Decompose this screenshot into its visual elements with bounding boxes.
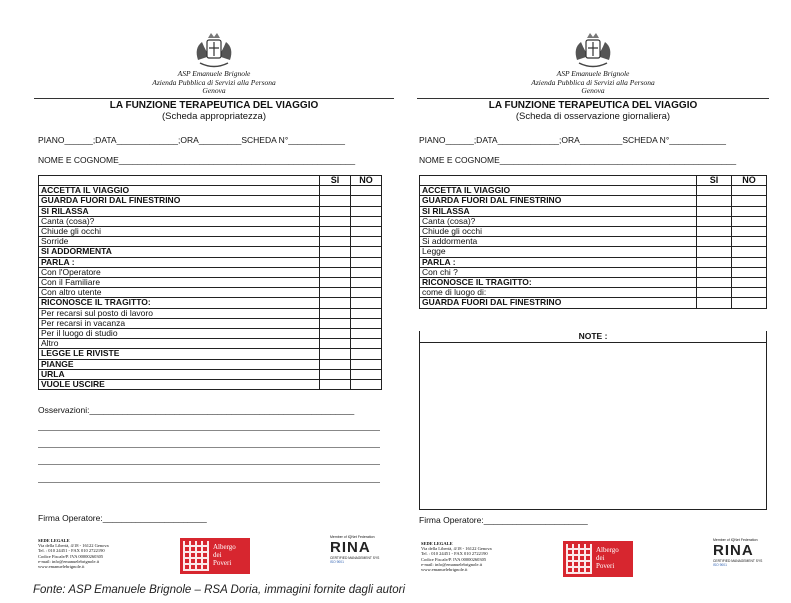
checkbox-no[interactable] [732, 298, 767, 308]
checkbox-no[interactable] [732, 227, 767, 237]
table-row [39, 339, 382, 349]
checkbox-si[interactable] [320, 206, 351, 216]
checkbox-si[interactable] [697, 196, 732, 206]
row-label: Legge [420, 247, 697, 257]
checkbox-no[interactable] [351, 369, 382, 379]
table-row [39, 318, 382, 328]
form-subtitle: (Scheda di osservazione giornaliera) [515, 111, 671, 122]
name-line: NOME E COGNOME__________________________________________________ [419, 155, 737, 165]
table-row [420, 216, 767, 226]
certification-logo: Member of IQNet Federation RINA CERTIFIED MANAGEMENT SYS ISO 9001 [330, 535, 380, 564]
row-label: VUOLE USCIRE [39, 380, 320, 390]
form-meta-line: PIANO______;DATA_____________;ORA_________SCHEDA N°____________ [38, 135, 345, 145]
form-title: LA FUNZIONE TERAPEUTICA DEL VIAGGIO [488, 100, 698, 111]
sede-email: e-mail: info@emanuelebrignole.it [38, 558, 100, 564]
observation-line [38, 464, 380, 465]
checkbox-no[interactable] [351, 329, 382, 339]
checkbox-no[interactable] [351, 206, 382, 216]
checkbox-si[interactable] [320, 308, 351, 318]
sede-phone: Tel. : 010 24451 - FAX 010 2722190 [38, 548, 105, 554]
row-label: come di luogo di: [420, 288, 697, 298]
organization-header [417, 70, 769, 96]
row-label: Sorride [39, 237, 320, 247]
observation-line [38, 447, 380, 448]
checkbox-no[interactable] [351, 227, 382, 237]
checkbox-no[interactable] [732, 196, 767, 206]
albergo-dei-poveri-logo: Albergo dei Poveri [563, 541, 633, 577]
form-title: LA FUNZIONE TERAPEUTICA DEL VIAGGIO [109, 100, 319, 111]
row-label: Chiude gli occhi [420, 227, 697, 237]
row-label: GUARDA FUORI DAL FINESTRINO [420, 298, 697, 308]
sede-website: www.emanuelebrignole.it [38, 564, 85, 570]
observation-line [38, 482, 380, 483]
org-description: Azienda Pubblica di Servizi alla Persona [152, 77, 276, 87]
org-city: Genova [581, 86, 605, 95]
certification-logo: Member of IQNet Federation RINA CERTIFIED MANAGEMENT SYS ISO 9001 [713, 538, 763, 567]
checkbox-no[interactable] [732, 216, 767, 226]
row-label: RICONOSCE IL TRAGITTO: [420, 278, 697, 288]
organization-header [34, 70, 394, 96]
row-label: SI RILASSA [39, 206, 320, 216]
checkbox-si[interactable] [320, 288, 351, 298]
table-row [39, 216, 382, 226]
checkbox-si[interactable] [697, 267, 732, 277]
checkbox-si[interactable] [320, 186, 351, 196]
sede-tax-code: Codice Fiscale/P. IVA 00000260305 [421, 556, 487, 562]
row-label: Per recarsi in vacanza [39, 318, 320, 328]
checkbox-no[interactable] [351, 349, 382, 359]
checkbox-no[interactable] [732, 247, 767, 257]
sede-email: e-mail: info@emanuelebrignole.it [421, 561, 483, 567]
checkbox-no[interactable] [351, 278, 382, 288]
checkbox-no[interactable] [351, 216, 382, 226]
header-divider [417, 98, 769, 99]
table-row [39, 196, 382, 206]
name-line: NOME E COGNOME__________________________________________________ [38, 155, 356, 165]
crest-logo [571, 30, 615, 70]
row-label: Con altro utente [39, 288, 320, 298]
table-row [39, 206, 382, 216]
checkbox-si[interactable] [697, 257, 732, 267]
column-no: NO [732, 176, 767, 186]
table-row [39, 349, 382, 359]
checkbox-si[interactable] [320, 369, 351, 379]
checkbox-no[interactable] [732, 288, 767, 298]
row-label: LEGGE LE RIVISTE [39, 349, 320, 359]
row-label: Con l'Operatore [39, 267, 320, 277]
checkbox-si[interactable] [320, 257, 351, 267]
table-row [420, 227, 767, 237]
form-subtitle: (Scheda appropriatezza) [161, 111, 267, 122]
row-label: PARLA : [420, 257, 697, 267]
table-row [420, 278, 767, 288]
checkbox-si[interactable] [320, 380, 351, 390]
checkbox-no[interactable] [351, 267, 382, 277]
checkbox-no[interactable] [351, 186, 382, 196]
sede-address: Via della Libertà, 4/18 - 16122 Genova [421, 546, 492, 552]
column-no: NO [351, 176, 382, 186]
checkbox-no[interactable] [732, 257, 767, 267]
table-header-row [39, 176, 382, 186]
row-label: Con il Familiare [39, 278, 320, 288]
sede-title: SEDE LEGALE [421, 541, 453, 546]
appropriateness-form [34, 0, 394, 580]
checklist-table [419, 175, 767, 309]
checkbox-si[interactable] [697, 237, 732, 247]
org-name: ASP Emanuele Brignole [177, 69, 251, 78]
table-row [39, 227, 382, 237]
row-label: Chiude gli occhi [39, 227, 320, 237]
observation-line [38, 430, 380, 431]
legal-address [421, 541, 492, 572]
row-label: Con chi ? [420, 267, 697, 277]
table-row [420, 237, 767, 247]
row-label: RICONOSCE IL TRAGITTO: [39, 298, 320, 308]
checkbox-no[interactable] [351, 247, 382, 257]
checkbox-si[interactable] [697, 278, 732, 288]
checkbox-si[interactable] [320, 216, 351, 226]
crest-logo [192, 30, 236, 70]
row-label: Per recarsi sul posto di lavoro [39, 308, 320, 318]
checkbox-no[interactable] [351, 298, 382, 308]
checkbox-no[interactable] [732, 278, 767, 288]
legal-address [38, 538, 109, 569]
checkbox-si[interactable] [320, 318, 351, 328]
table-row [420, 257, 767, 267]
table-row [420, 186, 767, 196]
row-label: Canta (cosa)? [39, 216, 320, 226]
column-si: SI [320, 176, 351, 186]
operator-signature-line: Firma Operatore:______________________ [38, 513, 207, 523]
checkbox-si[interactable] [697, 206, 732, 216]
column-si: SI [697, 176, 732, 186]
checkbox-no[interactable] [351, 339, 382, 349]
checkbox-si[interactable] [320, 267, 351, 277]
checkbox-no[interactable] [732, 206, 767, 216]
checkbox-no[interactable] [351, 257, 382, 267]
row-label: PARLA : [39, 257, 320, 267]
row-label: GUARDA FUORI DAL FINESTRINO [420, 196, 697, 206]
checkbox-si[interactable] [697, 288, 732, 298]
row-label: PIANGE [39, 359, 320, 369]
checklist-table [38, 175, 382, 390]
checkbox-no[interactable] [351, 318, 382, 328]
checkbox-si[interactable] [697, 227, 732, 237]
table-row [39, 237, 382, 247]
table-row [39, 186, 382, 196]
table-row [39, 369, 382, 379]
table-row [420, 196, 767, 206]
table-row [39, 267, 382, 277]
table-row [39, 288, 382, 298]
table-row [39, 257, 382, 267]
checkbox-no[interactable] [351, 308, 382, 318]
figure-caption: Fonte: ASP Emanuele Brignole – RSA Doria, immagini fornite dagli autori [33, 584, 406, 596]
checkbox-si[interactable] [697, 298, 732, 308]
sede-tax-code: Codice Fiscale/P. IVA 00000260305 [38, 553, 104, 559]
checkbox-si[interactable] [320, 196, 351, 206]
table-row [39, 359, 382, 369]
observations-label: Osservazioni:________________________________________________________ [38, 405, 355, 415]
table-header-row [420, 176, 767, 186]
checkbox-si[interactable] [320, 329, 351, 339]
checkbox-no[interactable] [351, 359, 382, 369]
row-label: ACCETTA IL VIAGGIO [420, 186, 697, 196]
table-row [420, 247, 767, 257]
form-meta-line: PIANO______;DATA_____________;ORA_________SCHEDA N°____________ [419, 135, 726, 145]
row-label: Si addormenta [420, 237, 697, 247]
checkbox-si[interactable] [320, 349, 351, 359]
checkbox-si[interactable] [320, 247, 351, 257]
checkbox-si[interactable] [320, 298, 351, 308]
org-name: ASP Emanuele Brignole [556, 69, 630, 78]
checkbox-no[interactable] [732, 237, 767, 247]
table-row [39, 308, 382, 318]
row-label: SI RILASSA [420, 206, 697, 216]
table-row [39, 298, 382, 308]
daily-observation-form [417, 0, 769, 580]
row-label: Altro [39, 339, 320, 349]
checkbox-no[interactable] [351, 237, 382, 247]
checkbox-no[interactable] [351, 288, 382, 298]
checkbox-si[interactable] [697, 247, 732, 257]
table-row [39, 329, 382, 339]
row-label: Per il luogo di studio [39, 329, 320, 339]
org-description: Azienda Pubblica di Servizi alla Persona [531, 77, 655, 87]
row-label: ACCETTA IL VIAGGIO [39, 186, 320, 196]
header-divider [34, 98, 394, 99]
notes-box [419, 331, 767, 510]
row-label: SI ADDORMENTA [39, 247, 320, 257]
checkbox-no[interactable] [351, 196, 382, 206]
checkbox-no[interactable] [351, 380, 382, 390]
checkbox-no[interactable] [732, 267, 767, 277]
checkbox-si[interactable] [320, 339, 351, 349]
checkbox-no[interactable] [732, 186, 767, 196]
table-row [420, 267, 767, 277]
org-city: Genova [202, 86, 226, 95]
sede-address: Via della Libertà, 4/18 - 16122 Genova [38, 543, 109, 549]
checkbox-si[interactable] [320, 227, 351, 237]
operator-signature-line: Firma Operatore:______________________ [419, 515, 588, 525]
building-icon [183, 541, 209, 571]
table-row [420, 206, 767, 216]
table-row [420, 288, 767, 298]
sede-website: www.emanuelebrignole.it [421, 567, 468, 573]
checkbox-si[interactable] [320, 237, 351, 247]
sede-title: SEDE LEGALE [38, 538, 70, 543]
checkbox-si[interactable] [697, 186, 732, 196]
checkbox-si[interactable] [320, 359, 351, 369]
table-row [39, 380, 382, 390]
table-row [420, 298, 767, 308]
checkbox-si[interactable] [697, 216, 732, 226]
sede-phone: Tel. : 010 24451 - FAX 010 2722190 [421, 551, 488, 557]
row-label: URLA [39, 369, 320, 379]
row-label: GUARDA FUORI DAL FINESTRINO [39, 196, 320, 206]
checkbox-si[interactable] [320, 278, 351, 288]
row-label: Canta (cosa)? [420, 216, 697, 226]
albergo-dei-poveri-logo: Albergo dei Poveri [180, 538, 250, 574]
table-row [39, 278, 382, 288]
building-icon [566, 544, 592, 574]
table-row [39, 247, 382, 257]
notes-label: NOTE : [420, 331, 766, 343]
